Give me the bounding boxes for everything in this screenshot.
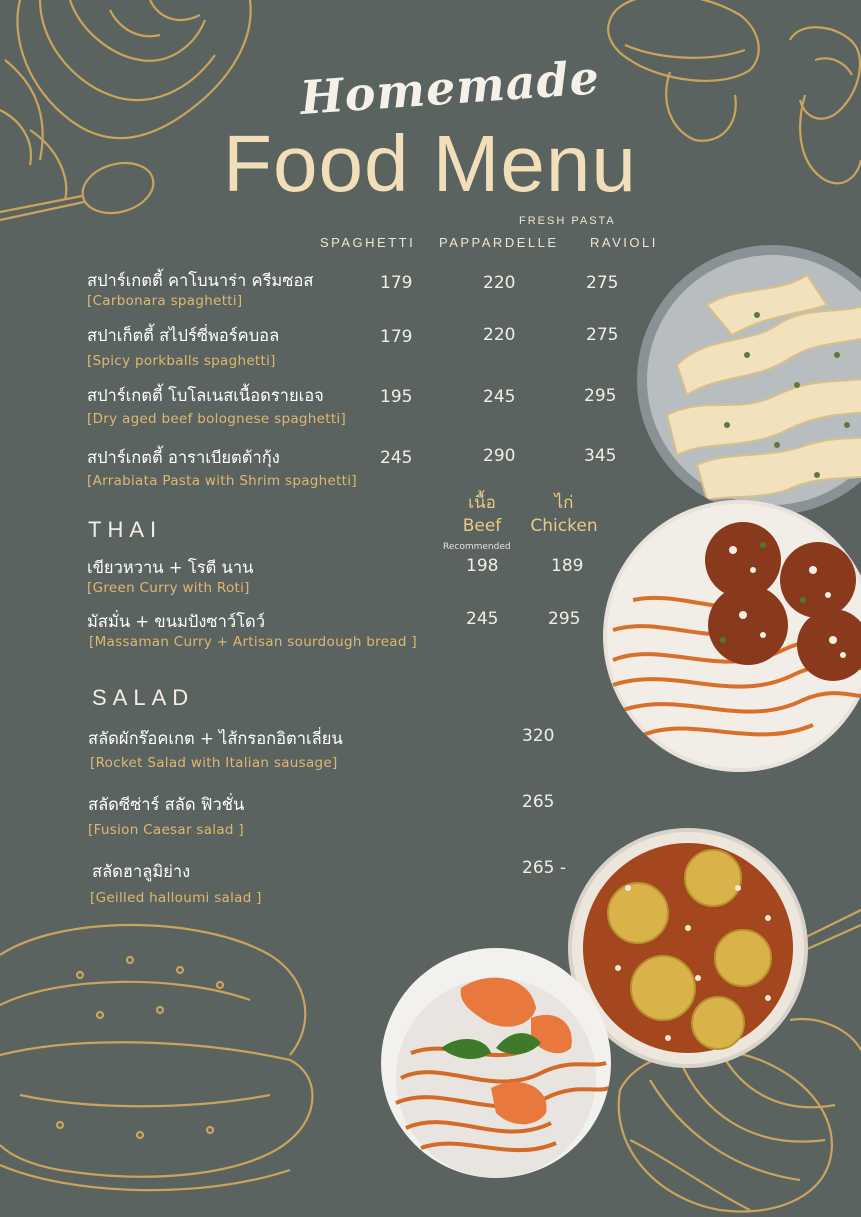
thai-item-1-en: [Green Curry with Roti]: [87, 580, 250, 596]
salad-item-2-price: 265: [522, 792, 555, 812]
thai-item-1-th: เขียวหวาน + โรตี นาน: [87, 558, 254, 577]
column-ravioli: RAVIOLI: [590, 235, 658, 250]
salad-item-3-th: สลัดฮาลูมิย่าง: [92, 862, 191, 881]
salad-item-2-en: [Fusion Caesar salad ]: [88, 822, 244, 838]
pasta-item-2-pappardelle-price: 220: [483, 325, 516, 345]
column-pappardelle: PAPPARDELLE: [439, 235, 559, 250]
pasta-item-1-th: สปาร์เกตตี้ คาโบนาร่า ครีมซอส: [87, 271, 314, 290]
salad-item-1-en: [Rocket Salad with Italian sausage]: [90, 755, 338, 771]
carbonara-pappardelle-photo: [637, 245, 861, 515]
pasta-item-3-en: [Dry aged beef bolognese spaghetti]: [87, 411, 347, 427]
thai-section-title: THAI: [88, 517, 163, 542]
pasta-item-2-en: [Spicy porkballs spaghetti]: [87, 353, 276, 369]
pasta-item-2-ravioli-price: 275: [586, 325, 619, 345]
pasta-item-1-pappardelle-price: 220: [483, 273, 516, 293]
meatball-spaghetti-photo: [603, 500, 861, 772]
spoon-sketch-icon: [0, 150, 160, 230]
thai-item-2-beef-price: 245: [466, 609, 499, 629]
header-main-title: Food Menu: [223, 119, 637, 208]
pasta-item-2-th: สปาเก็ตตี้ สไปร์ซี่พอร์คบอล: [87, 326, 280, 345]
pasta-item-4-pappardelle-price: 290: [483, 446, 516, 466]
pasta-item-4-th: สปาร์เกตตี้ อาราเบียตต้ากุ้ง: [87, 448, 280, 467]
header-script-title: Homemade: [298, 50, 602, 126]
chicken-thai-label: ไก่: [554, 493, 574, 513]
thai-item-2-en: [Massaman Curry + Artisan sourdough bread ]: [89, 634, 417, 650]
pasta-item-4-ravioli-price: 345: [584, 446, 617, 466]
chicken-column-label: Chicken: [530, 516, 598, 536]
salad-item-1-price: 320: [522, 726, 555, 746]
pasta-item-1-en: [Carbonara spaghetti]: [87, 293, 243, 309]
salad-item-3-price: 265 -: [522, 858, 566, 878]
shrimp-arrabiata-photo: [381, 948, 611, 1178]
pasta-item-3-spaghetti-price: 195: [380, 387, 413, 407]
pasta-item-1-spaghetti-price: 179: [380, 273, 413, 293]
salad-item-2-th: สลัดซีซ่าร์ สลัด ฟิวชั่น: [88, 795, 245, 814]
pasta-item-3-pappardelle-price: 245: [483, 387, 516, 407]
pasta-item-2-spaghetti-price: 179: [380, 327, 413, 347]
salad-item-1-th: สลัดผักร๊อคเกต + ไส้กรอกอิตาเลี่ยน: [88, 729, 343, 748]
salad-section-title: SALAD: [92, 685, 195, 710]
pasta-item-4-en: [Arrabiata Pasta with Shrim spaghetti]: [87, 473, 357, 489]
pasta-item-3-ravioli-price: 295: [584, 386, 617, 406]
recommended-note: Recommended: [443, 542, 511, 552]
thai-item-1-chicken-price: 189: [551, 556, 584, 576]
pasta-item-1-ravioli-price: 275: [586, 273, 619, 293]
thai-item-2-chicken-price: 295: [548, 609, 581, 629]
thai-item-1-beef-price: 198: [466, 556, 499, 576]
thai-item-2-th: มัสมั่น + ขนมปังซาว์โดว์: [87, 612, 265, 631]
beef-thai-label: เนื้อ: [468, 493, 496, 513]
pasta-item-4-spaghetti-price: 245: [380, 448, 413, 468]
pasta-item-3-th: สปาร์เกตตี้ โบโลเนสเนื้อดรายเอจ: [87, 386, 324, 405]
fresh-pasta-note: FRESH PASTA: [519, 215, 616, 227]
beef-column-label: Beef: [462, 516, 502, 536]
bagel-sketch-icon: [0, 915, 320, 1217]
salad-item-3-en: [Geilled halloumi salad ]: [90, 890, 262, 906]
column-spaghetti: SPAGHETTI: [320, 235, 416, 250]
